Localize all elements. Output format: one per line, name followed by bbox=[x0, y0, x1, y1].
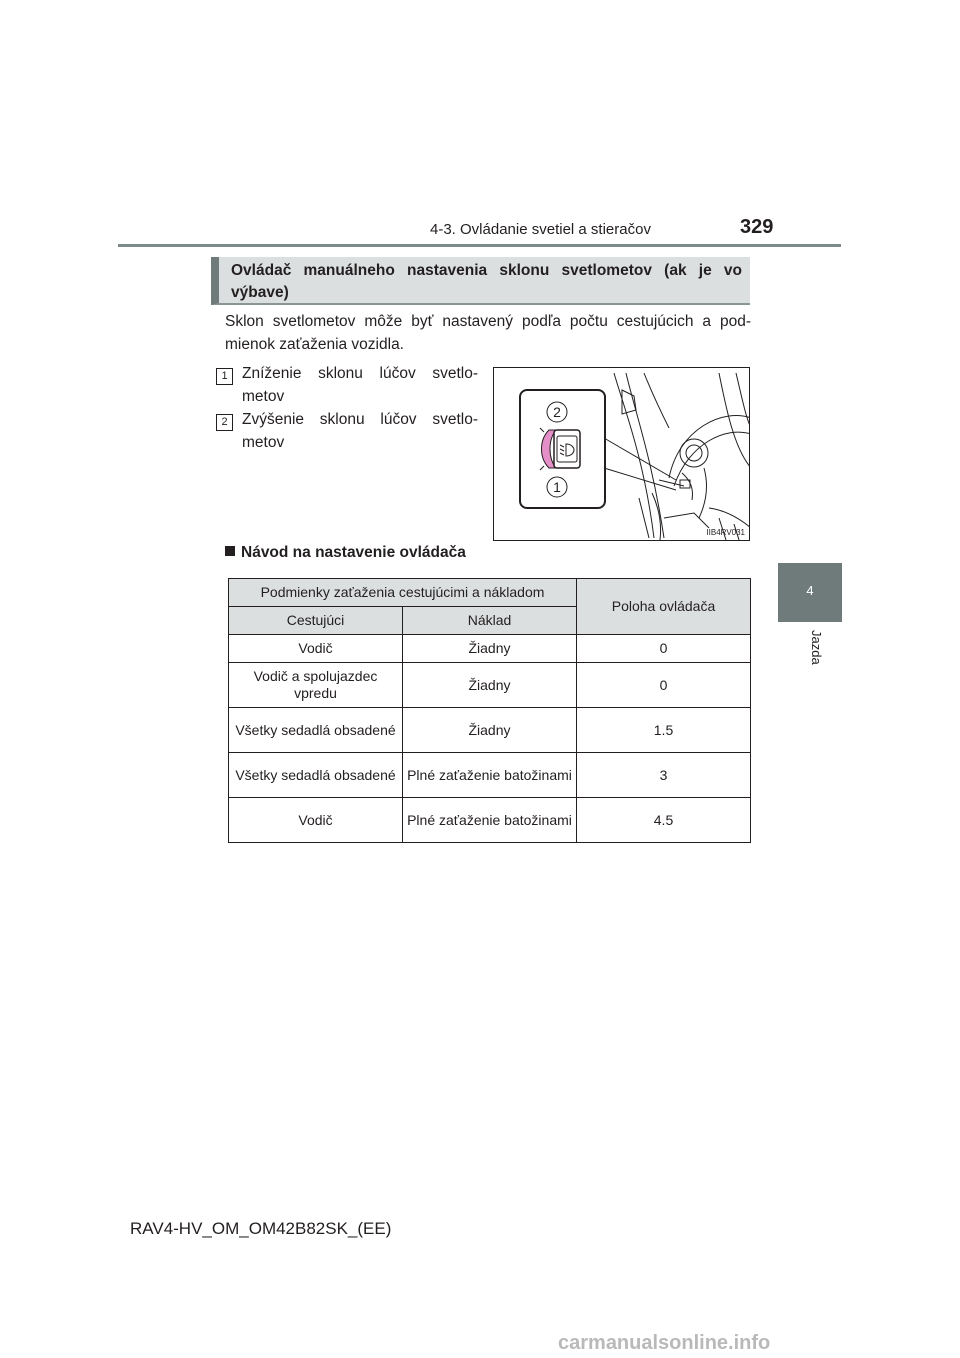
callout-1-label: 1 bbox=[553, 479, 561, 495]
table-cell-passengers: Vodič bbox=[229, 635, 403, 663]
section-heading-text: Ovládač manuálneho nastavenia sklonu svetlometov (ak je vo výbave) bbox=[231, 262, 742, 301]
table-cell-passengers: Vodič bbox=[229, 798, 403, 843]
intro-paragraph: Sklon svetlometov môže byť nastavený podľa počtu cestujúcich a pod-mienok zaťaženia vozidla. bbox=[225, 313, 751, 353]
table-passengers-header: Cestujúci bbox=[229, 607, 403, 635]
item-number-badge: 1 bbox=[216, 368, 233, 385]
table-cell-passengers: Všetky sedadlá obsadené bbox=[229, 753, 403, 798]
table-cell-position: 0 bbox=[577, 663, 751, 708]
table-cell-cargo: Žiadny bbox=[403, 663, 577, 708]
table-group-header: Podmienky zaťaženia cestujúcimi a nákladom bbox=[229, 579, 577, 607]
square-bullet-icon bbox=[225, 546, 235, 556]
callout-1 bbox=[547, 477, 567, 497]
table-row bbox=[229, 753, 751, 798]
table-cell-passengers: Všetky sedadlá obsadené bbox=[229, 708, 403, 753]
item-text: Zvýšenie sklonu lúčov svetlo-metov bbox=[242, 411, 478, 451]
chapter-number: 4 bbox=[806, 583, 814, 598]
adjustment-table bbox=[228, 578, 751, 843]
item-number-badge: 2 bbox=[216, 414, 233, 431]
chapter-tab[interactable] bbox=[778, 563, 842, 622]
header-rule bbox=[118, 244, 841, 247]
watermark-link[interactable]: carmanualsonline.info bbox=[558, 1332, 771, 1354]
document-code: RAV4-HV_OM_OM42B82SK_(EE) bbox=[130, 1219, 392, 1238]
guide-heading bbox=[225, 544, 466, 562]
section-title: 4-3. Ovládanie svetiel a stieračov bbox=[430, 221, 651, 238]
table-cell-position: 4.5 bbox=[577, 798, 751, 843]
dashboard-drawing bbox=[494, 368, 750, 541]
headlight-leveling-illustration bbox=[493, 367, 750, 541]
table-cargo-header: Náklad bbox=[403, 607, 577, 635]
guide-heading-text: Návod na nastavenie ovládača bbox=[241, 544, 466, 561]
section-heading bbox=[211, 257, 750, 305]
table-cell-cargo: Žiadny bbox=[403, 708, 577, 753]
item-text: Zníženie sklonu lúčov svetlo-metov bbox=[242, 365, 478, 405]
chapter-label: Jazda bbox=[809, 630, 824, 665]
table-cell-position: 1.5 bbox=[577, 708, 751, 753]
table-position-header: Poloha ovládača bbox=[577, 579, 751, 635]
table-cell-cargo: Plné zaťaženie batožinami bbox=[403, 798, 577, 843]
table-cell-position: 3 bbox=[577, 753, 751, 798]
table-cell-passengers: Vodič a spolujazdec vpredu bbox=[229, 663, 403, 708]
table-row bbox=[229, 635, 751, 663]
callout-2-label: 2 bbox=[553, 404, 561, 420]
table-row bbox=[229, 798, 751, 843]
table-cell-position: 0 bbox=[577, 635, 751, 663]
table-row bbox=[229, 663, 751, 708]
illustration-code: IIB4RV031 bbox=[706, 528, 745, 537]
table-row bbox=[229, 708, 751, 753]
table-cell-cargo: Plné zaťaženie batožinami bbox=[403, 753, 577, 798]
callout-2 bbox=[547, 402, 567, 422]
table-cell-cargo: Žiadny bbox=[403, 635, 577, 663]
page-number: 329 bbox=[740, 216, 774, 238]
